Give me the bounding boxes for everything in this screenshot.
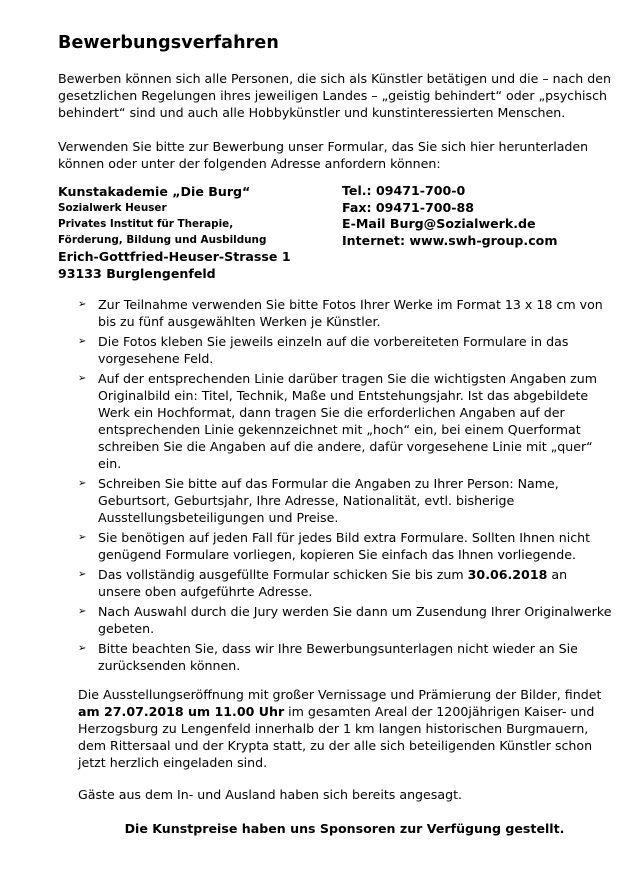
contact-internet: Internet: www.swh-group.com — [342, 232, 558, 248]
opening-pre: Die Ausstellungseröffnung mit großer Vernissage und Prämierung der Bilder, findet — [78, 687, 602, 702]
arrow-bullet-icon: ➢ — [78, 532, 87, 543]
arrow-bullet-icon: ➢ — [78, 336, 87, 347]
arrow-bullet-icon: ➢ — [78, 299, 87, 310]
contact-email: E-Mail Burg@Sozialwerk.de — [342, 216, 536, 231]
list-item-text — [98, 567, 567, 599]
list-item — [58, 603, 613, 637]
contact-tel: Tel.: 09471-700-0 — [342, 183, 466, 198]
deadline-post: an unsere oben aufgeführte Adresse. — [98, 567, 568, 599]
list-item — [58, 296, 613, 330]
sponsor-note: Die Kunstpreise haben uns Sponsoren zur Verfügung gestellt. — [124, 821, 565, 836]
list-item — [58, 370, 613, 472]
list-item-text: Die Fotos kleben Sie jeweils einzeln auf die vorbereiteten Formulare in das vorgesehene Feld. — [98, 334, 569, 366]
opening-post: im gesamten Areal der 1200jährigen Kaiser- und Herzogsburg zu Lengenfeld innerhalb der 1 km langen historischen Burgmauern, dem Rittersaal und der Krypta statt, zu der alle sich beteiligenden Künstler schon jetzt herzlich eingeladen sind. — [78, 704, 595, 770]
arrow-bullet-icon: ➢ — [78, 569, 87, 580]
contact-name: Kunstakademie „Die Burg“ — [58, 184, 251, 199]
document-page — [58, 32, 613, 837]
contact-city: 93133 Burglengenfeld — [58, 266, 216, 281]
list-item — [58, 333, 613, 367]
list-item-text: Bitte beachten Sie, dass wir Ihre Bewerbungsunterlagen nicht wieder an Sie zurücksenden können. — [98, 641, 578, 673]
list-item-text: Nach Auswahl durch die Jury werden Sie dann um Zusendung Ihrer Originalwerke gebeten. — [98, 604, 612, 636]
list-item — [58, 529, 613, 563]
contact-institute-2: Förderung, Bildung und Ausbildung — [58, 234, 267, 246]
list-item-text: Sie benötigen auf jeden Fall für jedes Bild extra Formulare. Sollten Ihnen nicht genügend Formulare vorliegen, kopieren Sie einfach das Ihnen vorliegende. — [98, 530, 591, 562]
list-item-text: Zur Teilnahme verwenden Sie bitte Fotos Ihrer Werke im Format 13 x 18 cm von bis zu fünf ausgewählten Werken je Künstler. — [98, 297, 603, 329]
arrow-bullet-icon: ➢ — [78, 606, 87, 617]
contact-institute: Privates Institut für Therapie, — [58, 218, 234, 230]
arrow-bullet-icon: ➢ — [78, 373, 87, 384]
list-item — [58, 566, 613, 600]
form-request-paragraph: Verwenden Sie bitte zur Bewerbung unser Formular, das Sie sich hier herunterladen können oder unter der folgenden Adresse anfordern können: — [58, 139, 589, 171]
contact-org: Sozialwerk Heuser — [58, 202, 167, 214]
arrow-bullet-icon: ➢ — [78, 478, 87, 489]
deadline-date: 30.06.2018 — [467, 567, 548, 582]
page-title: Bewerbungsverfahren — [58, 33, 279, 53]
contact-fax: Fax: 09471-700-88 — [342, 199, 474, 215]
contact-details — [342, 183, 613, 282]
list-item — [58, 640, 613, 674]
opening-paragraph — [58, 686, 613, 771]
list-item-text: Auf der entsprechenden Linie darüber tragen Sie die wichtigsten Angaben zum Originalbild ein: Titel, Technik, Maße und Entstehungsjahr. Ist das abgebildete Werk ein Hochformat, dann tragen Sie die erforderlichen Angaben auf der entsprechenden Linie gekennzeichnet mit „hoch“ ein, bei einem Querformat schreiben Sie die Angaben auf die andere, dafür vorgesehene Linie mit „quer“ ein. — [98, 371, 598, 471]
arrow-bullet-icon: ➢ — [78, 643, 87, 654]
deadline-pre: Das vollständig ausgefüllte Formular schicken Sie bis zum — [98, 567, 468, 582]
contact-block — [58, 183, 613, 282]
intro-paragraph: Bewerben können sich alle Personen, die sich als Künstler betätigen und die – nach den gesetzlichen Regelungen ihres jeweiligen Landes – „geistig behindert“ oder „psychisch behindert“ sind und auch alle Hobbykünstler und kunstinteressierten Menschen. — [58, 71, 611, 120]
instructions-list — [58, 296, 613, 674]
list-item-text: Schreiben Sie bitte auf das Formular die Angaben zu Ihrer Person: Name, Geburtsort, Geburtsjahr, Ihre Adresse, Nationalität, evtl. bisherige Ausstellungsbeteiligungen und Preise. — [98, 476, 559, 525]
guests-paragraph: Gäste aus dem In- und Ausland haben sich bereits angesagt. — [78, 787, 463, 802]
list-item — [58, 475, 613, 526]
contact-address — [58, 183, 342, 282]
contact-street: Erich-Gottfried-Heuser-Strasse 1 — [58, 249, 291, 264]
opening-date: am 27.07.2018 um 11.00 Uhr — [78, 704, 285, 719]
